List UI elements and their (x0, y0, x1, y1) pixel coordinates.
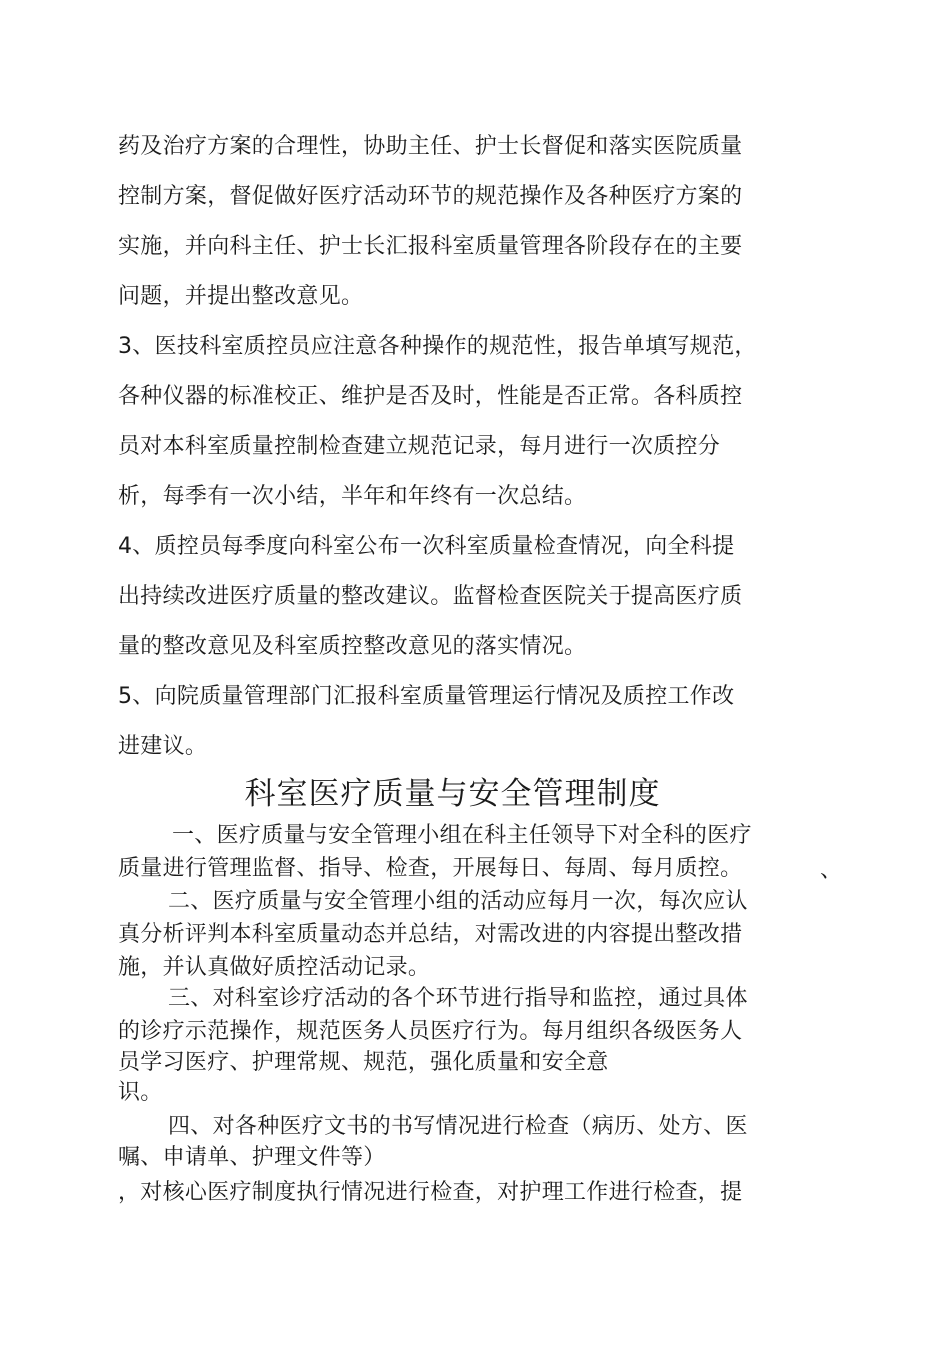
paragraph-line: 施，并认真做好质控活动记录。 (118, 955, 431, 980)
paragraph-line: 员学习医疗、护理常规、规范，强化质量和安全意 (118, 1050, 609, 1075)
paragraph-line: 3、医技科室质控员应注意各种操作的规范性，报告单填写规范， (118, 334, 757, 359)
paragraph-line: 4、质控员每季度向科室公布一次科室质量检查情况，向全科提 (118, 534, 735, 559)
paragraph-line: ，对核心医疗制度执行情况进行检查，对护理工作进行检查，提 (118, 1180, 743, 1205)
paragraph-line: 的诊疗示范操作，规范医务人员医疗行为。每月组织各级医务人 (118, 1019, 743, 1044)
paragraph-line: 员对本科室质量控制检查建立规范记录，每月进行一次质控分 (118, 434, 721, 459)
paragraph-line: 嘱、申请单、护理文件等） (118, 1145, 386, 1170)
paragraph-line: 实施，并向科主任、护士长汇报科室质量管理各阶段存在的主要 (118, 234, 743, 259)
paragraph-line: 各种仪器的标准校正、维护是否及时，性能是否正常。各科质控 (118, 384, 743, 409)
paragraph-line: 出持续改进医疗质量的整改建议。监督检查医院关于提高医疗质 (118, 584, 743, 609)
paragraph-line: 控制方案，督促做好医疗活动环节的规范操作及各种医疗方案的 (118, 184, 743, 209)
paragraph-line: 问题，并提出整改意见。 (118, 284, 364, 309)
paragraph-line: 三、对科室诊疗活动的各个环节进行指导和监控，通过具体 (168, 986, 748, 1011)
stray-mark: 、 (820, 858, 843, 883)
paragraph-line: 二、医疗质量与安全管理小组的活动应每月一次，每次应认 (168, 889, 748, 914)
paragraph-line: 真分析评判本科室质量动态并总结，对需改进的内容提出整改措 (118, 922, 743, 947)
paragraph-line: 质量进行管理监督、指导、检查，开展每日、每周、每月质控。 (118, 856, 743, 881)
paragraph-line: 量的整改意见及科室质控整改意见的落实情况。 (118, 634, 587, 659)
paragraph-line: 5、向院质量管理部门汇报科室质量管理运行情况及质控工作改 (118, 684, 735, 709)
paragraph-line: 析，每季有一次小结，半年和年终有一次总结。 (118, 484, 587, 509)
paragraph-line: 四、对各种医疗文书的书写情况进行检查（病历、处方、医 (168, 1114, 748, 1139)
paragraph-line: 进建议。 (118, 734, 208, 759)
section-title: 科室医疗质量与安全管理制度 (244, 776, 661, 812)
paragraph-line: 药及治疗方案的合理性，协助主任、护士长督促和落实医院质量 (118, 134, 743, 159)
paragraph-line: 一、医疗质量与安全管理小组在科主任领导下对全科的医疗 (172, 823, 752, 848)
paragraph-line: 识。 (118, 1080, 163, 1105)
